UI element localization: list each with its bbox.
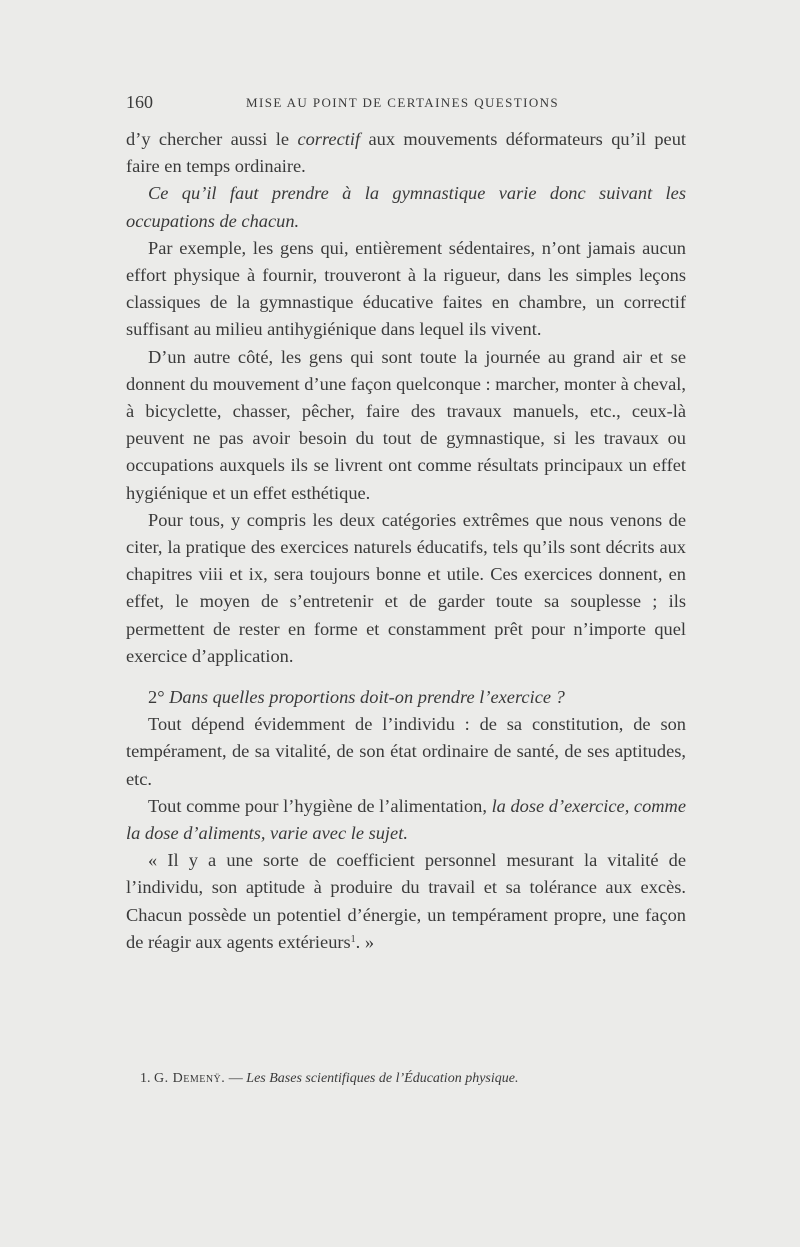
emphasis: correctif (297, 129, 361, 149)
paragraph-3: Par exemple, les gens qui, entièrement sédentaires, n’ont jamais aucun effort physique à fournir, trouveront à la rigueur, dans les simples leçons classiques de la gymnastique éducative faites en chambre, un correctif suffisant au milieu antihygiénique dans lequel ils vivent. (126, 237, 686, 340)
quote-text: « Il y a une sorte de coefficient personnel mesurant la vitalité de l’individu, son aptitude à produire du travail et sa tolérance aux excès. Chacun possède un potentiel d’énergie, un tempérament propre, une façon de réagir aux agents extérieurs (126, 850, 686, 952)
section-number: 2° (148, 687, 170, 708)
footnote-dash: — (225, 1071, 247, 1086)
footnote-ref: 1 (350, 933, 356, 945)
text: aux mouvements déformateurs qu’il peut faire en temps ordinaire. (126, 129, 686, 177)
text: Tout comme pour l’hygiène de l’alimentation, (148, 795, 492, 816)
running-title: MISE AU POINT DE CERTAINES QUESTIONS (246, 95, 560, 110)
section-title: Dans quelles proportions doit-on prendre l’exercice ? (169, 687, 565, 708)
paragraph-5: Pour tous, y compris les deux catégories extrêmes que nous venons de citer, la pratique des exercices naturels éducatifs, tels qu’ils sont décrits aux chapitres viii et ix, sera toujours bonne et utile. Ces exercices donnent, en effet, le moyen de s’entretenir et de garder toute sa souplesse ; ils permettent de rester en forme et constamment prêt pour n’importe quel exercice d’application. (126, 509, 686, 666)
emphasis: Ce qu’il faut prendre à la gymnastique varie donc suivant les occupations de chacun. (126, 183, 686, 231)
paragraph-1 (126, 126, 686, 180)
paragraph-8 (126, 793, 686, 847)
emphasis: la dose d’exercice, comme la dose d’aliments, varie avec le sujet. (126, 795, 686, 844)
footnote (140, 1070, 700, 1088)
footnote-marker: 1. (140, 1071, 154, 1086)
paragraph-2 (126, 180, 686, 234)
paragraph-4: D’un autre côté, les gens qui sont toute la journée au grand air et se donnent du mouvement d’une façon quelconque : marcher, monter à cheval, à bicyclette, chasser, pêcher, faire des travaux manuels, etc., ceux-là peuvent ne pas avoir besoin du tout de gymnastique, si les travaux ou occupations auxquels ils se livrent ont comme résultats principaux un effet hygiénique et un effet esthétique. (126, 346, 686, 503)
paragraph-7: Tout dépend évidemment de l’individu : de sa constitution, de son tempérament, de sa vitalité, de son état ordinaire de santé, de ses aptitudes, etc. (126, 714, 686, 789)
paragraph-9 (126, 847, 686, 956)
quote-end: . » (355, 931, 375, 952)
page-body (126, 126, 686, 956)
page-number: 160 (126, 92, 153, 112)
section-heading (126, 684, 686, 711)
footnote-author: G. Demenÿ. (154, 1071, 226, 1086)
footnote-title: Les Bases scientifiques de l’Éducation physique. (246, 1071, 519, 1086)
text: d’y chercher aussi le (126, 129, 298, 149)
